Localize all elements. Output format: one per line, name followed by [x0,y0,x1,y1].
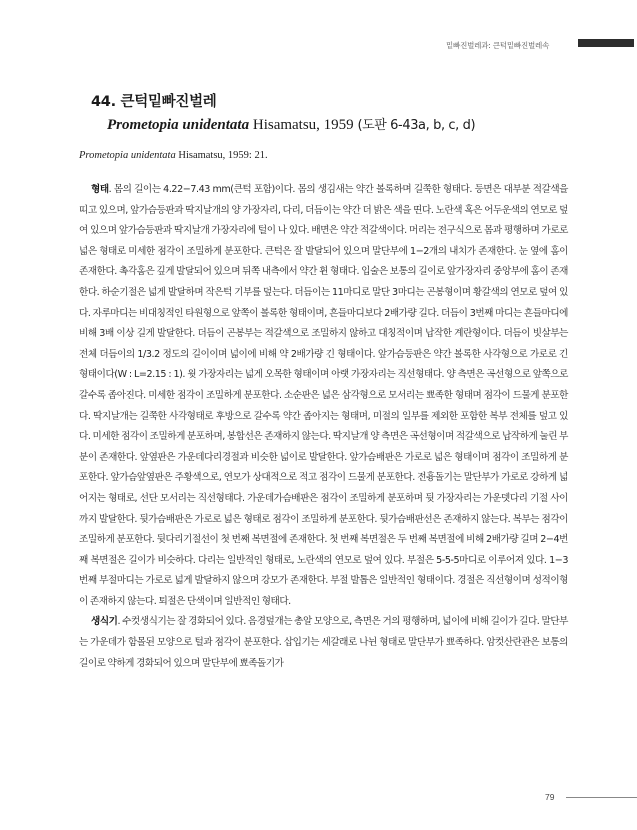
body-text [79,180,568,674]
citation-text: Hisamatsu, 1959: 21. [178,150,268,161]
citation-scientific-name: Prometopia unidentata [79,150,176,161]
plate-reference: (도판 6-43a, b, c, d) [357,118,476,133]
header-bar [578,39,634,47]
footer-rule [566,797,637,798]
morphology-label: 형태 [91,184,109,195]
page-number: 79 [545,792,555,802]
genitalia-paragraph [79,612,568,674]
running-header-title: 밑빠진벌레과: 큰턱밑빠진벌레속 [446,41,550,50]
species-heading [91,90,591,134]
species-korean-name: 큰턱밑빠진벌레 [120,94,217,110]
species-heading-scientific [107,114,591,134]
genitalia-text: . 수컷생식기는 잘 경화되어 있다. 음경덮개는 총알 모양으로, 측면은 거의 평행하며, 넓이에 비해 길이가 길다. 말단부는 가운데가 함몰된 모양으로 털과 점각이 분포한다. 삽입기는 세갈래로 나뉜 형태로 말단부가 뾰족하다. 암컷산란관은 보통의 길이로 약하게 경화되어 있으며 말단부에 뾰족돌기가 [79,616,568,669]
genitalia-label: 생식기 [91,616,118,628]
species-authority: Hisamatsu, 1959 [252,117,354,133]
species-number: 44. [91,94,116,110]
morphology-paragraph [79,180,568,612]
morphology-text: . 몸의 길이는 4.22−7.43 mm(큰턱 포함)이다. 몸의 생김새는 약간 볼록하며 길쭉한 형태다. 등면은 대부분 적갈색을 띠고 있으며, 앞가슴등판과 딱지날개의 양 가장자리, 다리, 더듬이는 약간 더 밝은 색을 띤다. 노란색 혹은 어두운색의 연모로 덮여 있으며 앞가슴등판과 딱지날개 가장자리에 털이 나 있다. 배면은 약간 적갈색이다. 머리는 전구식으로 몸과 평행하며 가로로 넓은 형태로 미세한 점각이 조밀하게 분포한다. 큰턱은 잘 발달되어 있으며 말단부에 1−2개의 내치가 존재한다. 눈 옆에 홈이 존재한다. 촉각홈은 깊게 발달되어 있으며 뒤쪽 내측에서 약간 휜 형태다. 입술은 보통의 길이로 앞가장자리 중앙부에 홈이 존재한다. 하순기절은 넓게 발달하며 작은턱 기부를 덮는다. 더듬이는 11마디로 말단 3마디는 곤봉형이며 황갈색의 연모로 덮여 있다. 자루마디는 비대칭적인 타원형으로 앞쪽이 볼록한 형태이며, 흔들마디보다 2배가량 길다. 더듬이 3번째 마디는 흔들마디에 비해 3배 이상 길게 발달한다. 더듬이 곤봉부는 적갈색으로 조밀하지 않하고 대칭적이며 납작한 계란형이다. 더듬이 빗살부는 전체 더듬이의 1/3.2 정도의 길이이며 넓이에 비해 약 2배가량 긴 형태이다. 앞가슴등판은 약간 볼록한 사각형으로 가로로 긴 형태이다(W : L=2.15 : 1). 윗 가장자리는 넓게 오목한 형태이며 아랫 가장자리는 직선형태다. 양 측면은 곡선형으로 앞쪽으로 갈수록 좁아진다. 미세한 점각이 조밀하게 분포한다. 소순판은 넓은 삼각형으로 모서리는 뾰족한 형태며 점각이 드물게 분포한다. 딱지날개는 길쭉한 사각형태로 후방으로 갈수록 약간 좁아지는 형태며, 미절의 일부를 제외한 포함한 복부 전체를 덮고 있다. 미세한 점각이 조밀하게 분포하며, 봉합선은 존재하지 않는다. 딱지날개 양 측면은 곡선형이며 적갈색으로 납작하게 눌린 부분이 존재한다. 앞옆판은 가운데다리경절과 비슷한 넓이로 발달한다. 앞가슴배판은 가로로 넓은 형태이며 점각이 조밀하게 분포한다. 앞가슴앞옆판은 주황색으로, 연모가 상대적으로 적고 점각이 드물게 분포한다. 전흉돌기는 말단부가 가로로 강하게 넓어지는 형태로, 선단 모서리는 직선형태다. 가운데가슴배판은 점각이 조밀하게 분포하며 뒷 가장자리는 가운뎃다리 기절 사이까지 발달한다. 뒷가슴배판은 가로로 넓은 형태로 점각이 조밀하게 분포한다. 뒷가슴배판선은 존재하지 않는다. 복부는 점각이 조밀하게 분포한다. 뒷다리기절선이 첫 번째 복면절에 존재한다. 첫 번째 복면절은 두 번째 복면절에 비해 2배가량 길며 2−4번째 복면절은 길이가 비슷하다. 다리는 일반적인 형태로, 노란색의 연모로 덮여 있다. 부절은 5-5-5마디로 이루어져 있다. 1−3번째 부절마디는 가로로 넓게 발달하지 않으며 강모가 존재한다. 부절 발톱은 일반적인 형태이다. 경절은 직선형이며 성적이형이 존재하지 않는다. 퇴절은 단색이며 일반적인 형태다. [79,184,568,607]
species-heading-korean [91,90,591,110]
species-scientific-name: Prometopia unidentata [107,117,250,133]
citation [79,150,579,161]
